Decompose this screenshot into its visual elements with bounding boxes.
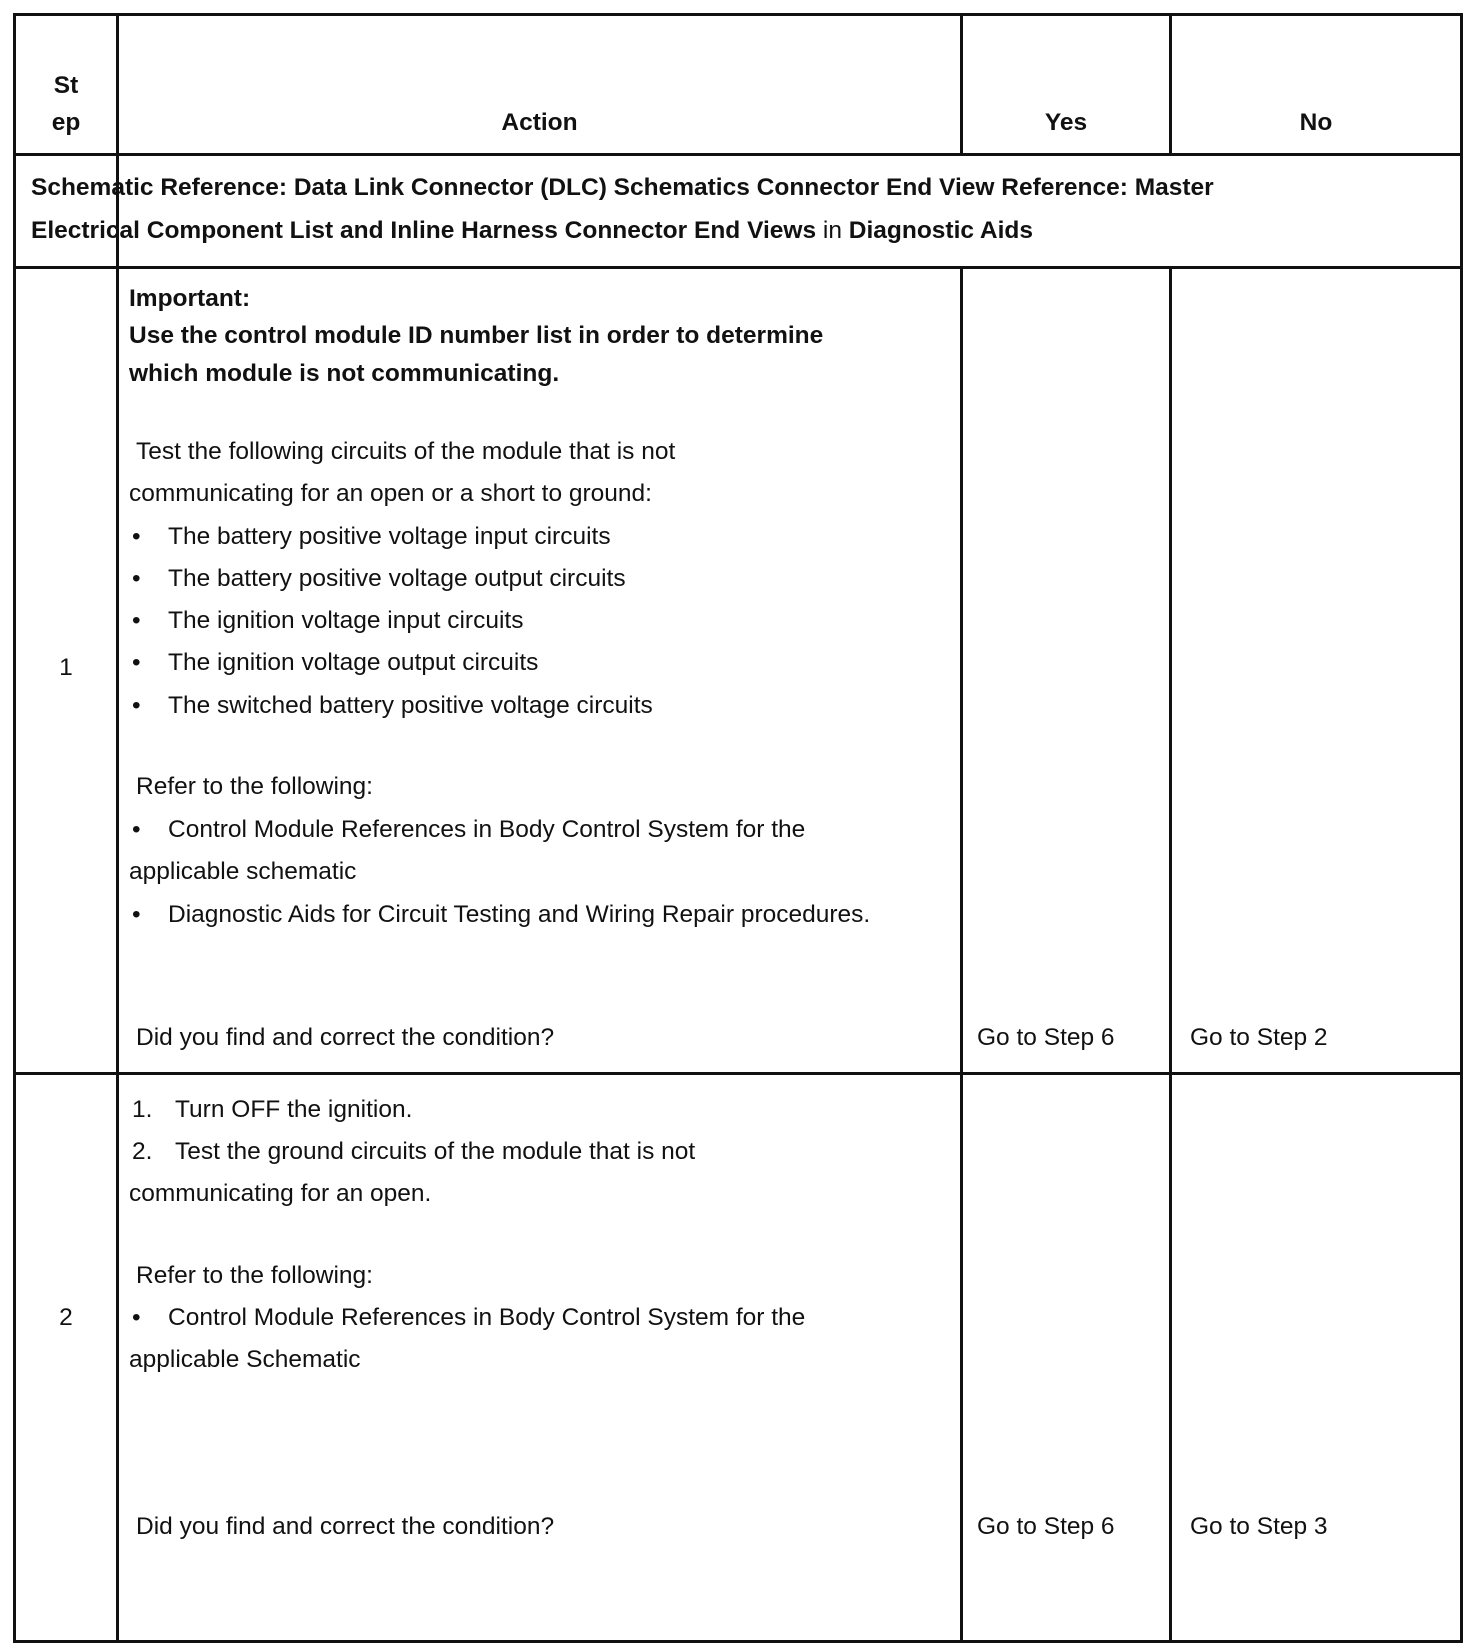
item-number-2: 2. [132,1138,153,1165]
bullet-icon: • [132,649,141,676]
bullet-icon: • [132,1304,141,1331]
bullet-icon: • [132,816,141,843]
step-number-1: 1 [59,654,73,681]
reference-link-body-control-2: Control Module References in Body Control System for the [168,1304,806,1331]
no-result-1: Go to Step 2 [1190,1024,1328,1051]
important-text-line2: which module is not communicating. [129,360,560,387]
item-text-2-cont: communicating for an open. [129,1180,432,1207]
header-step-line1: St [53,72,79,99]
important-text-line1: Use the control module ID number list in order to determine [129,322,824,349]
item-text-1: Turn OFF the ignition. [175,1096,413,1123]
refer-label-1: Refer to the following: [136,773,373,800]
header-no: No [1299,109,1333,136]
reference-diagnostic-aids: Diagnostic Aids [848,217,1034,244]
question-1: Did you find and correct the condition? [136,1024,555,1051]
yes-result-1: Go to Step 6 [977,1024,1115,1051]
bullet-icon: • [132,565,141,592]
reference-link-diagnostic-aids: Diagnostic Aids for Circuit Testing and Wiring Repair procedures. [168,901,871,928]
bullet-icon: • [132,523,141,550]
reference-in: in [822,217,842,244]
circuit-bullet: The battery positive voltage output circuits [168,565,626,592]
row-divider [16,1072,1460,1075]
header-step-line2: ep [51,109,81,136]
reference-divider [16,266,1460,269]
header-yes: Yes [1044,109,1088,136]
circuit-bullet: The ignition voltage input circuits [168,607,524,634]
refer-label-2: Refer to the following: [136,1262,373,1289]
header-action: Action [501,109,578,136]
reference-link-body-control: Control Module References in Body Control System for the [168,816,806,843]
header-divider [16,153,1460,156]
schematic-reference-line2 [31,216,1033,246]
column-divider-step [116,16,119,1640]
reference-component-list: Electrical Component List and Inline Harness Connector End Views [31,217,817,244]
circuit-bullet: The ignition voltage output circuits [168,649,539,676]
bullet-icon: • [132,692,141,719]
diagnostic-table [13,13,1463,1643]
question-2: Did you find and correct the condition? [136,1513,555,1540]
column-divider-action-body [960,266,963,1640]
test-instruction-line1: Test the following circuits of the module that is not [136,438,676,465]
reference-link-body-control-2-cont: applicable Schematic [129,1346,361,1373]
column-divider-yes-body [1169,266,1172,1640]
step-number-2: 2 [59,1304,73,1331]
circuit-bullet: The switched battery positive voltage circuits [168,692,653,719]
yes-result-2: Go to Step 6 [977,1513,1115,1540]
bullet-icon: • [132,901,141,928]
circuit-bullet: The battery positive voltage input circuits [168,523,611,550]
reference-link-body-control-cont: applicable schematic [129,858,357,885]
schematic-reference-line1: Schematic Reference: Data Link Connector (DLC) Schematics Connector End View Reference: Master [31,174,1214,201]
no-result-2: Go to Step 3 [1190,1513,1328,1540]
bullet-icon: • [132,607,141,634]
item-number-1: 1. [132,1096,153,1123]
test-instruction-line2: communicating for an open or a short to ground: [129,480,652,507]
important-label: Important: [129,285,251,312]
item-text-2: Test the ground circuits of the module that is not [175,1138,696,1165]
